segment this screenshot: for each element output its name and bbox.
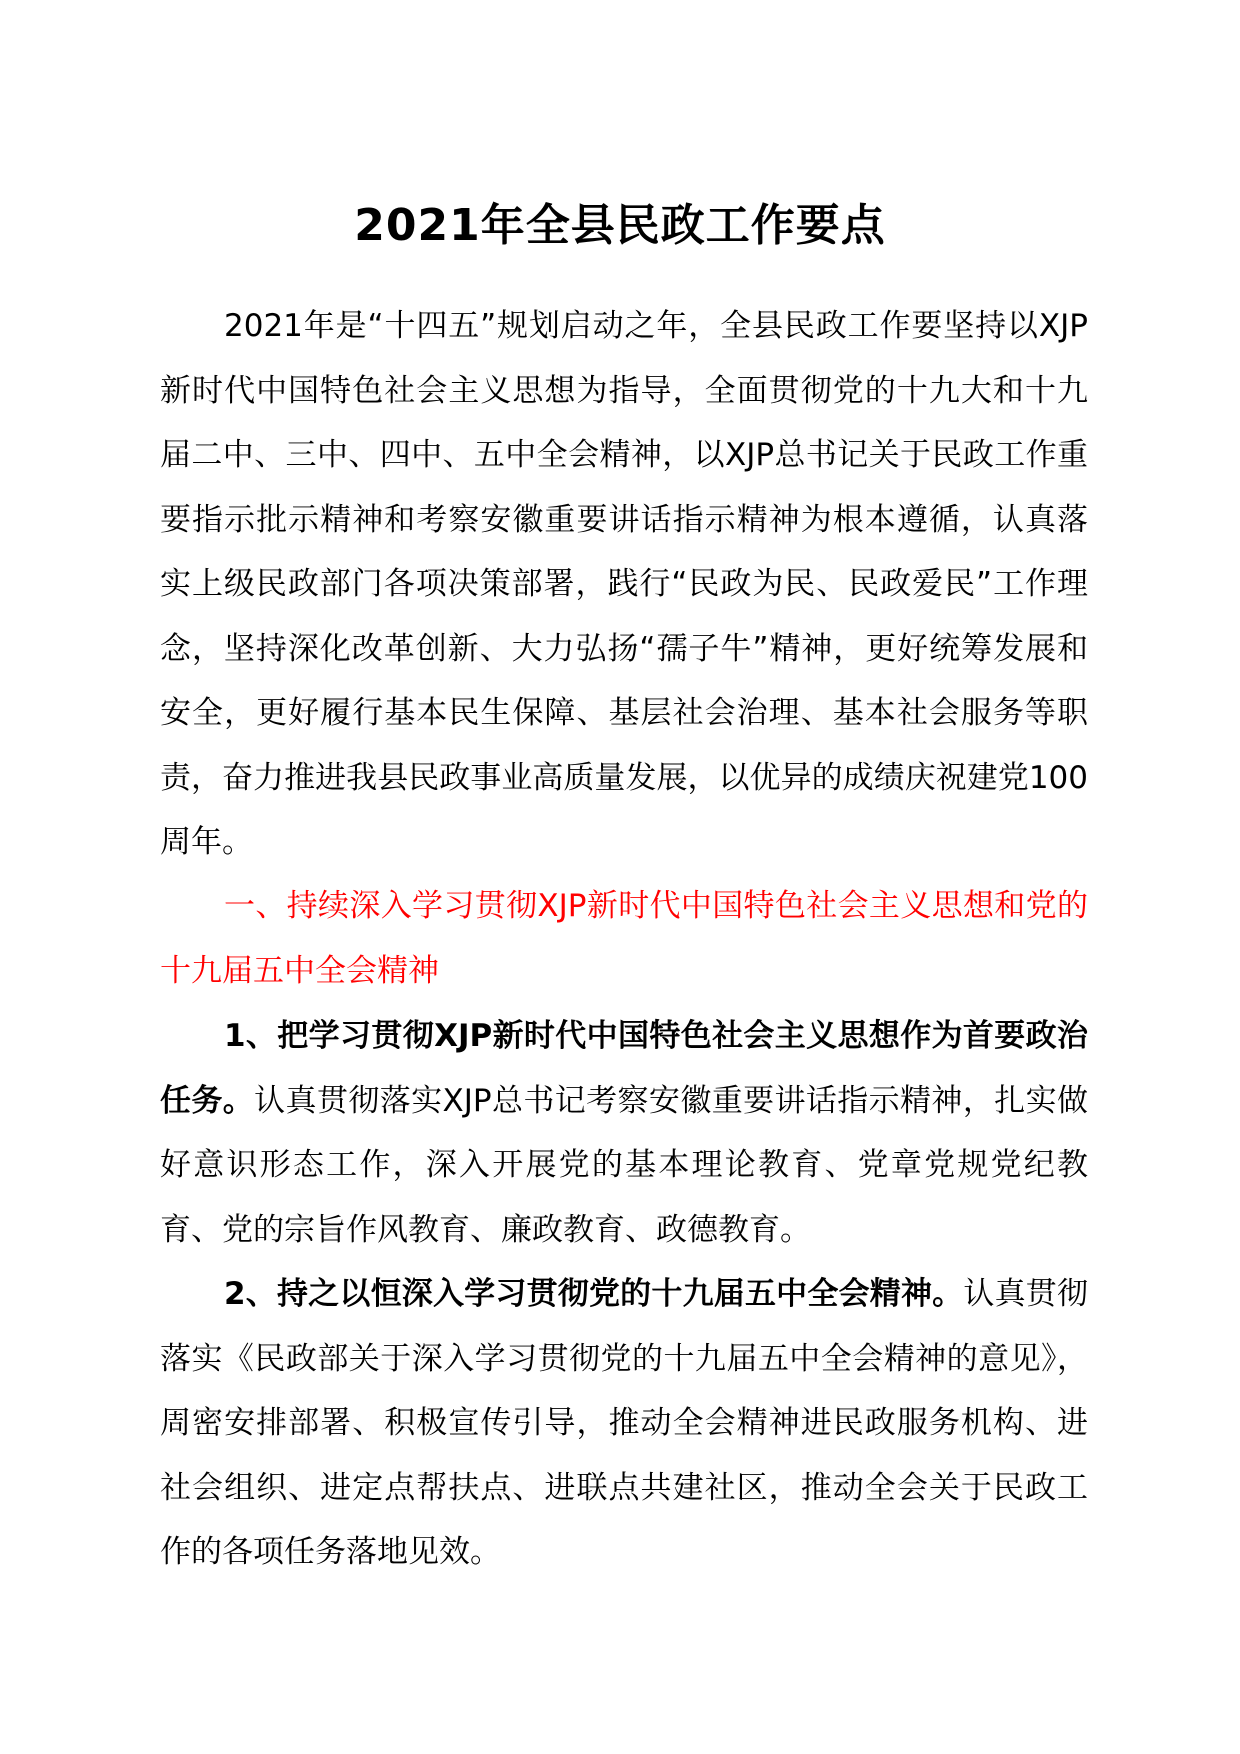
intro-paragraph: 2021年是“十四五”规划启动之年，全县民政工作要坚持以XJP新时代中国特色社会主义思想为指导，全面贯彻党的十九大和十九届二中、三中、四中、五中全会精神，以XJP总书记关于民政工作重要指示批示精神和考察安徽重要讲话指示精神为根本遵循，认真落实上级民政部门各项决策部署，践行“民政为民、民政爱民”工作理念，坚持深化改革创新、大力弘扬“孺子牛”精神，更好统筹发展和安全，更好履行基本民生保障、基层社会治理、基本社会服务等职责，奋力推进我县民政事业高质量发展，以优异的成绩庆祝建党100周年。 [160, 308, 1088, 860]
section-heading-1: 一、持续深入学习贯彻XJP新时代中国特色社会主义思想和党的十九届五中全会精神 [160, 888, 1088, 989]
item-2-lead: 2、持之以恒深入学习贯彻党的十九届五中全会精神。 [224, 1276, 964, 1312]
item-paragraph-1 [160, 1004, 1088, 1262]
document-title: 2021年全县民政工作要点 [354, 200, 886, 251]
item-paragraph-2 [160, 1262, 1088, 1585]
item-2-body: 认真贯彻落实《民政部关于深入学习贯彻党的十九届五中全会精神的意见》，周密安排部署、积极宣传引导，推动全会精神进民政服务机构、进社会组织、进定点帮扶点、进联点共建社区，推动全会关于民政工作的各项任务落地见效。 [160, 1276, 1088, 1570]
item-1-body: 认真贯彻落实XJP总书记考察安徽重要讲话指示精神，扎实做好意识形态工作，深入开展党的基本理论教育、党章党规党纪教育、党的宗旨作风教育、廉政教育、政德教育。 [160, 1082, 1088, 1248]
item-1-lead: 1、把学习贯彻XJP新时代中国特色社会主义思想作为首要政治任务。 [160, 1018, 1088, 1119]
